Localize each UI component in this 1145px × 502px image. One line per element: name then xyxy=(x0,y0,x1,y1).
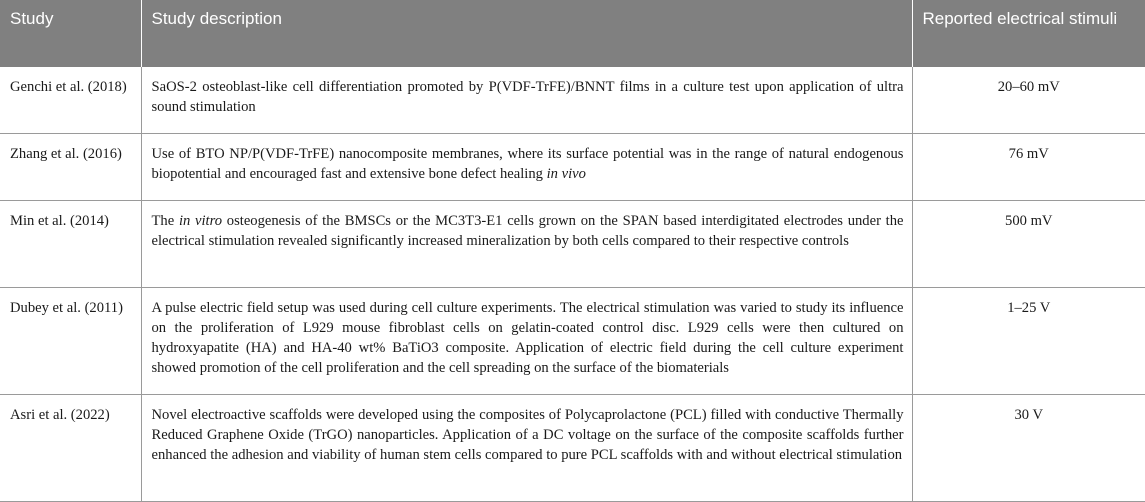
header-study: Study xyxy=(0,0,141,67)
description-text: The xyxy=(151,213,179,229)
table-row xyxy=(0,134,1145,201)
stimuli-cell: 20–60 mV xyxy=(912,67,1145,134)
table-body xyxy=(0,67,1145,502)
table-header xyxy=(0,0,1145,67)
header-description: Study description xyxy=(141,0,912,67)
table-row xyxy=(0,288,1145,395)
description-cell xyxy=(141,201,912,288)
stimuli-cell: 30 V xyxy=(912,395,1145,502)
header-stimuli: Reported electrical stimuli xyxy=(912,0,1145,67)
table-row xyxy=(0,67,1145,134)
stimuli-cell: 1–25 V xyxy=(912,288,1145,395)
description-cell: SaOS-2 osteoblast-like cell differentiation promoted by P(VDF-TrFE)/BNNT films in a culture test upon application of ultra sound stimulation xyxy=(141,67,912,134)
study-cell: Zhang et al. (2016) xyxy=(0,134,141,201)
table-row xyxy=(0,201,1145,288)
stimuli-cell: 76 mV xyxy=(912,134,1145,201)
study-cell: Asri et al. (2022) xyxy=(0,395,141,502)
stimuli-cell: 500 mV xyxy=(912,201,1145,288)
study-cell: Genchi et al. (2018) xyxy=(0,67,141,134)
description-text: osteogenesis of the BMSCs or the MC3T3-E1 cells grown on the SPAN based interdigitated electrodes under the electrical stimulation revealed significantly increased mineralization by both cells compared to their respective controls xyxy=(151,213,904,249)
description-cell xyxy=(141,134,912,201)
description-italic: in vivo xyxy=(546,166,586,182)
description-text: Use of BTO NP/P(VDF-TrFE) nanocomposite membranes, where its surface potential was in the range of natural endogenous biopotential and encouraged fast and extensive bone defect healing xyxy=(151,146,904,182)
header-row xyxy=(0,0,1145,67)
description-cell: Novel electroactive scaffolds were developed using the composites of Polycaprolactone (PCL) filled with conductive Thermally Reduced Graphene Oxide (TrGO) nanoparticles. Application of a DC voltage on the surface of the composite scaffolds further enhanced the adhesion and viability of human stem cells compared to pure PCL scaffolds with and without electrical stimulation xyxy=(141,395,912,502)
table-row xyxy=(0,395,1145,502)
description-italic: in vitro xyxy=(178,213,223,229)
study-cell: Min et al. (2014) xyxy=(0,201,141,288)
study-cell: Dubey et al. (2011) xyxy=(0,288,141,395)
description-cell: A pulse electric field setup was used during cell culture experiments. The electrical stimulation was varied to study its influence on the proliferation of L929 mouse fibroblast cells on gelatin-coated control disc. L929 cells were then cultured on hydroxyapatite (HA) and HA-40 wt% BaTiO3 composite. Application of electric field during the cell culture experiment showed promotion of the cell proliferation and the cell spreading on the surface of the biomaterials xyxy=(141,288,912,395)
